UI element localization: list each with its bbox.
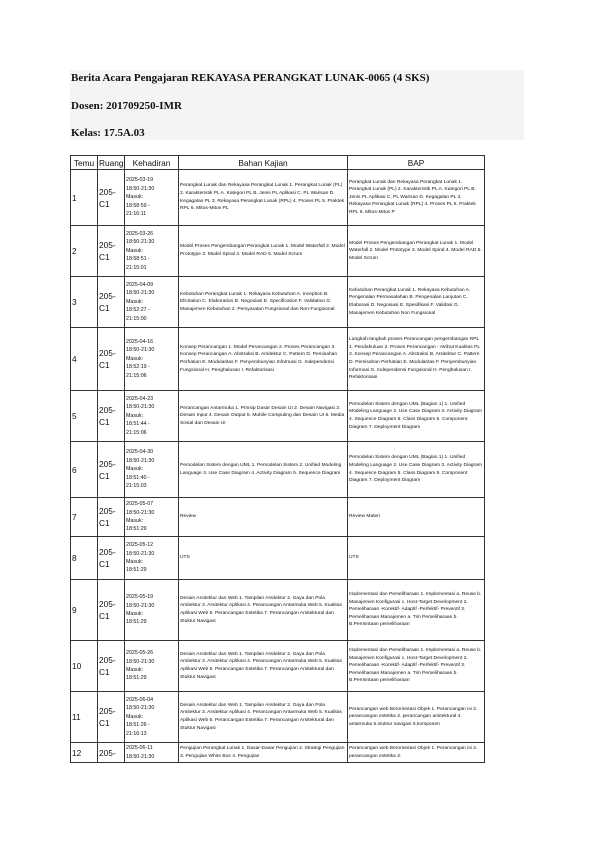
bap-cell: Perangkat Lunak dan Rekayasa Perangkat Lunak 1. Perangkat Lunak (PL) 2. Karakteristik PL A. Kategori PL B. Jenis PL Aplikasi C. PL Warisan D. Kegagalan PL 3. Rekayasa Perangkat Lunak (RPL) 4. Proses PL 5. Praktek RPL 6. Mitos-Mitos P bbox=[348, 170, 485, 226]
header-bahan-kajian: Bahan Kajian bbox=[179, 156, 348, 170]
bahan-kajian-cell: Desain Arsitektur dan Web 1. Tampilan Arsitektur 2. Gaya dan Pola Arsitektur 3. Arsitektur Aplikasi 4. Perancangan Antarmuka Web 5. Kualitas Aplikasi Web 6. Perancangan Estetika 7. Perancangan Arsitektural dan Stuktur Navigasi bbox=[179, 641, 348, 692]
kehadiran-line: Masuk: bbox=[126, 194, 144, 201]
kehadiran-line: Masuk: bbox=[126, 713, 144, 720]
kehadiran-cell bbox=[125, 170, 179, 226]
kehadiran-line: 18:50-21:30 bbox=[126, 550, 155, 557]
kehadiran-cell bbox=[125, 498, 179, 537]
kehadiran-line: 2025-03-26 bbox=[126, 230, 154, 237]
bahan-kajian-cell: Pemodelan Sistem dengan UML 1. Pemodelan Sistem 2. Unified Modeling Language 3. Use Case Diagram 4. Activity Diagram 5. Sequence Diagram bbox=[179, 442, 348, 498]
kehadiran-line: 21:15:00 bbox=[126, 315, 147, 322]
kehadiran-line: 2025-04-16 bbox=[126, 338, 154, 345]
bahan-kajian-cell: Desain Arsitektur dan Web 1. Tampilan Arsitektur 2. Gaya dan Pola Arsitektur 3. Arsitektur Aplikasi 4. Perancangan Antarmuka Web 5. Kualitas Aplikasi Web 6. Perancangan Estetika 7. Perancangan Arsitektural dan Stuktur Navigasi bbox=[179, 692, 348, 743]
kehadiran-line: 18:51:29 bbox=[126, 619, 147, 626]
kehadiran-line: Masuk: bbox=[126, 611, 144, 617]
kehadiran-cell bbox=[125, 328, 179, 391]
bahan-kajian-cell: Model Proses Pengembangan Perangkat Lunak 1. Model Waterfall 2. Model Prototype 3. Model Spiral 4. Model RAD 5. Model Scrum bbox=[179, 226, 348, 277]
ruang-cell: 205-C1 bbox=[98, 498, 125, 537]
kehadiran-line: 2025-04-09 bbox=[126, 281, 154, 288]
kehadiran-line: 18:50-21:30 bbox=[126, 658, 155, 665]
ruang-cell: 205-C1 bbox=[98, 442, 125, 498]
bahan-kajian-cell: Desain Arsitektur dan Web 1. Tampilan Arsitektur 2. Gaya dan Pola Arsitektur 3. Arsitektur Aplikasi 4. Perancangan Antarmuka Web 5. Kualitas Aplikasi Web 6. Perancangan Estetika 7. Perancangan Arsitektural dan Stuktur Navigasi bbox=[179, 580, 348, 641]
kehadiran-line: 18:58:59 - bbox=[126, 202, 150, 209]
ruang-cell: 205-C1 bbox=[98, 580, 125, 641]
kehadiran-line: 18:50-21:30 bbox=[126, 509, 155, 516]
table-body bbox=[71, 170, 485, 763]
ruang-cell: 205-C1 bbox=[98, 692, 125, 743]
kehadiran-cell bbox=[125, 743, 179, 763]
kehadiran-line: 18:50-21:30 bbox=[126, 602, 155, 609]
kehadiran-line: Masuk: bbox=[126, 298, 144, 305]
bahan-kajian-cell: Perancangan Antarmuka 1. Prinsip Dasar Desain UI 2. Desain Navigasi 3. Desain Input 4. Desain Output 5. Mobile Computing dan Desain UI 6. Media Sosial dan Desain UI bbox=[179, 391, 348, 442]
ruang-cell: 205-C1 bbox=[98, 226, 125, 277]
kehadiran-line: Masuk: bbox=[126, 667, 144, 673]
temu-cell: 3 bbox=[71, 277, 98, 328]
table-row bbox=[71, 328, 485, 391]
kehadiran-line: 2025-05-12 bbox=[126, 542, 154, 549]
kehadiran-line: 18:51:44 - bbox=[126, 421, 150, 428]
kehadiran-line: 2025-03-19 bbox=[126, 177, 154, 184]
kehadiran-line: 2025-04-30 bbox=[126, 449, 154, 456]
bahan-kajian-cell: Konsep Perancangan 1. Model Perancangan 2. Proses Perancangan 3. Konsep Perancangan A. Abstraksi B. Arsitektur C. Pattern D. Pemisahan Perhatian E. Modularitas F. Penyembunyian Informasi G. Independensi Fungsional H. Penghalusan I. Refaktorisasi bbox=[179, 328, 348, 391]
kehadiran-line: 18:50-21:30 bbox=[126, 290, 155, 297]
kehadiran-line: 18:50-21:30 bbox=[126, 185, 155, 192]
kehadiran-line: 18:51:40 - bbox=[126, 474, 150, 481]
bahan-kajian-cell: UTS bbox=[179, 537, 348, 580]
kehadiran-line: Masuk: bbox=[126, 412, 144, 419]
kehadiran-line: 18:51:29 bbox=[126, 526, 147, 533]
bap-cell: Implementasi dan Pemeliharaan 1. Implementasi a. Reuse b. Manajemen Konfigurasi c. Host-Target Development 2. Pemeliharaan -Korektif- Adaptif -Perfektif- Preventif 3. Pemeliharaan Manajemen a. Tim Pemeliharaan b. B.Permintaan pemeliharaan bbox=[348, 641, 485, 692]
kehadiran-line: 18:50-21:30 bbox=[126, 753, 155, 760]
temu-cell: 1 bbox=[71, 170, 98, 226]
kehadiran-line: 18:50-21:30 bbox=[126, 404, 155, 411]
temu-cell: 8 bbox=[71, 537, 98, 580]
kehadiran-line: 18:51:29 bbox=[126, 675, 147, 682]
kehadiran-cell bbox=[125, 226, 179, 277]
table-row bbox=[71, 170, 485, 226]
kehadiran-line: Masuk: bbox=[126, 518, 144, 524]
ruang-cell: 205- bbox=[98, 743, 125, 763]
table-row bbox=[71, 641, 485, 692]
dosen-label: Dosen: 201709250-IMR bbox=[71, 100, 182, 112]
bap-cell: Model Proses Pengembangan Perangkat Lunak 1. Model Waterfall 2. Model Prototype 3. Model Spiral 4. Model RAD 5. Model Scrum bbox=[348, 226, 485, 277]
kehadiran-line: Masuk: bbox=[126, 559, 144, 565]
kehadiran-line: 2025-04-23 bbox=[126, 395, 154, 402]
temu-cell: 6 bbox=[71, 442, 98, 498]
kehadiran-line: 18:58:51 - bbox=[126, 256, 150, 263]
kehadiran-line: Masuk: bbox=[126, 247, 144, 254]
table-row bbox=[71, 692, 485, 743]
bahan-kajian-cell: Review bbox=[179, 498, 348, 537]
temu-cell: 12 bbox=[71, 743, 98, 763]
page-title: Berita Acara Pengajaran REKAYASA PERANGKAT LUNAK-0065 (4 SKS) bbox=[71, 72, 430, 84]
kehadiran-cell bbox=[125, 537, 179, 580]
bahan-kajian-cell: Perangkat Lunak dan Rekayasa Perangkat Lunak 1. Perangkat Lunak (PL) 2. Karakteristik PL A. Kategori PL B. Jenis PL Aplikasi C. PL Warisan D. Kegagalan PL 3. Rekayasa Perangkat Lunak (RPL) 4. Proses PL 5. Praktek RPL 6. Mitos-Mitos PL bbox=[179, 170, 348, 226]
kehadiran-line: 18:50-21:30 bbox=[126, 457, 155, 464]
temu-cell: 5 bbox=[71, 391, 98, 442]
kehadiran-line: 2025-05-19 bbox=[126, 594, 154, 601]
header-temu: Temu bbox=[71, 156, 98, 170]
table-row bbox=[71, 442, 485, 498]
header-bap: BAP bbox=[348, 156, 485, 170]
table-header-row bbox=[71, 156, 485, 170]
kehadiran-cell bbox=[125, 641, 179, 692]
table-row bbox=[71, 277, 485, 328]
ruang-cell: 205-C1 bbox=[98, 641, 125, 692]
kehadiran-cell bbox=[125, 580, 179, 641]
kehadiran-line: 21:16:13 bbox=[126, 730, 147, 737]
kehadiran-line: 2025-06-04 bbox=[126, 696, 154, 703]
table-row bbox=[71, 498, 485, 537]
bap-cell: UTS bbox=[348, 537, 485, 580]
kehadiran-line: 18:50-21:30 bbox=[126, 705, 155, 712]
header-kehadiran: Kehadiran bbox=[125, 156, 179, 170]
kehadiran-line: 21:15:03 bbox=[126, 483, 147, 490]
ruang-cell: 205-C1 bbox=[98, 277, 125, 328]
bap-cell: Implementasi dan Pemeliharaan 1. Implementasi a. Reuse b. Manajemen Konfigurasi c. Host-Target Development 2. Pemeliharaan -Korektif- Adaptif -Perfektif- Preventif 3. Pemeliharaan Manajemen a. Tim Pemeliharaan b. B.Permintaan pemeliharaan bbox=[348, 580, 485, 641]
bahan-kajian-cell: Kebutuhan Perangkat Lunak 1. Rekayasa Kebutuhan A. Inception B. Elicitation C. Elaboration D. Negosiasi E. Specification F. Validation G. Manajemen Kebutuhan 2. Persyaratan Fungsional dan Non-Fungsional bbox=[179, 277, 348, 328]
bap-cell: Kebutuhan Perangkat Lunak 1. Rekayasa Kebutuhan A. Pengenalan Permasalahan B. Pengenalan Lanjutan C. Elaborasi D. Negosiasi E. Spesifikasi F. Validasi G. Manajemen Kebutuhan Non Fungsional bbox=[348, 277, 485, 328]
kehadiran-line: 2025-05-07 bbox=[126, 501, 154, 508]
header-ruang: Ruang bbox=[99, 157, 124, 168]
kehadiran-line: 21:15:01 bbox=[126, 264, 147, 271]
kehadiran-cell bbox=[125, 277, 179, 328]
temu-cell: 9 bbox=[71, 580, 98, 641]
table-row bbox=[71, 226, 485, 277]
temu-cell: 2 bbox=[71, 226, 98, 277]
ruang-cell: 205-C1 bbox=[98, 391, 125, 442]
kehadiran-line: 21:15:06 bbox=[126, 372, 147, 379]
kehadiran-line: 21:16:11 bbox=[126, 211, 147, 218]
kehadiran-line: 2025-05-26 bbox=[126, 650, 154, 657]
kehadiran-line: 18:50-21:30 bbox=[126, 347, 155, 354]
ruang-cell: 205-C1 bbox=[98, 328, 125, 391]
bap-cell: Review Materi bbox=[348, 498, 485, 537]
table-row bbox=[71, 743, 485, 763]
temu-cell: 4 bbox=[71, 328, 98, 391]
table-row bbox=[71, 391, 485, 442]
ruang-cell: 205-C1 bbox=[98, 537, 125, 580]
bap-cell: Perancangan web Berorientasi Objek 1. Perancangan isi 2. perancangan estetika 3. bbox=[348, 743, 485, 763]
kehadiran-line: 2025-06-11 bbox=[126, 745, 153, 752]
table-row bbox=[71, 580, 485, 641]
bap-cell: Pemodelan Sistem dengan UML (Bagian 1) 1. Unified Modeling Language 2. Use Case Diagram 3. Activity Diagram 4. Sequence Diagram 5. Class Diagram 6. Component Diagram 7. Deployment Diagram bbox=[348, 391, 485, 442]
bap-cell: Pemodelan Sistem dengan UML (Bagian 1) 1. Unified Modeling Language 2. Use Case Diagram 3. Activity Diagram 4. Sequence Diagram 5. Class Diagram 6. Component Diagram 7. Deployment Diagram bbox=[348, 442, 485, 498]
bap-cell: Langkah-langkah proses Perancangan pengembangan RPL 1. Pendahuluan 2. Proses Perancangan - Atribut Kualitas PL 3. Konsep Perancangan A. Abstraksi B. Arsitektur C. Pattern D. Pemisahan Perhatian E. Modularitas F. Penyembunyian Informasi G. Independensi Fungsional H. Penghalusan I. Refaktorisasi bbox=[348, 328, 485, 391]
bap-cell: Perancangan web Berorientasi Objek 1. Perancangan isi 2. perancangan estetika 3. perancangan arsitektural 4. antarmuka 5.stuktur navigasi 6.komponen bbox=[348, 692, 485, 743]
bap-table bbox=[70, 155, 485, 763]
ruang-cell: 205-C1 bbox=[98, 170, 125, 226]
kehadiran-cell bbox=[125, 692, 179, 743]
kehadiran-line: 18:51:29 bbox=[126, 567, 147, 574]
kehadiran-cell bbox=[125, 391, 179, 442]
kehadiran-line: Masuk: bbox=[126, 466, 144, 473]
kehadiran-line: 18:52:19 - bbox=[126, 364, 150, 371]
kehadiran-line: 18:50-21:30 bbox=[126, 239, 155, 246]
kehadiran-line: 18:51:26 - bbox=[126, 722, 150, 729]
kelas-label: Kelas: 17.5A.03 bbox=[71, 127, 145, 139]
temu-cell: 10 bbox=[71, 641, 98, 692]
kehadiran-cell bbox=[125, 442, 179, 498]
bahan-kajian-cell: Pengujian Perangkat Lunak 1. Dasar-Dasar Pengujian 2. Strategi Pengujian 3. Pengujian White Box 4. Pengujian bbox=[179, 743, 348, 763]
kehadiran-line: 18:52:27 - bbox=[126, 307, 150, 314]
temu-cell: 7 bbox=[71, 498, 98, 537]
kehadiran-line: 21:15:06 bbox=[126, 429, 147, 436]
kehadiran-line: Masuk: bbox=[126, 355, 144, 362]
table-row bbox=[71, 537, 485, 580]
temu-cell: 11 bbox=[71, 692, 98, 743]
